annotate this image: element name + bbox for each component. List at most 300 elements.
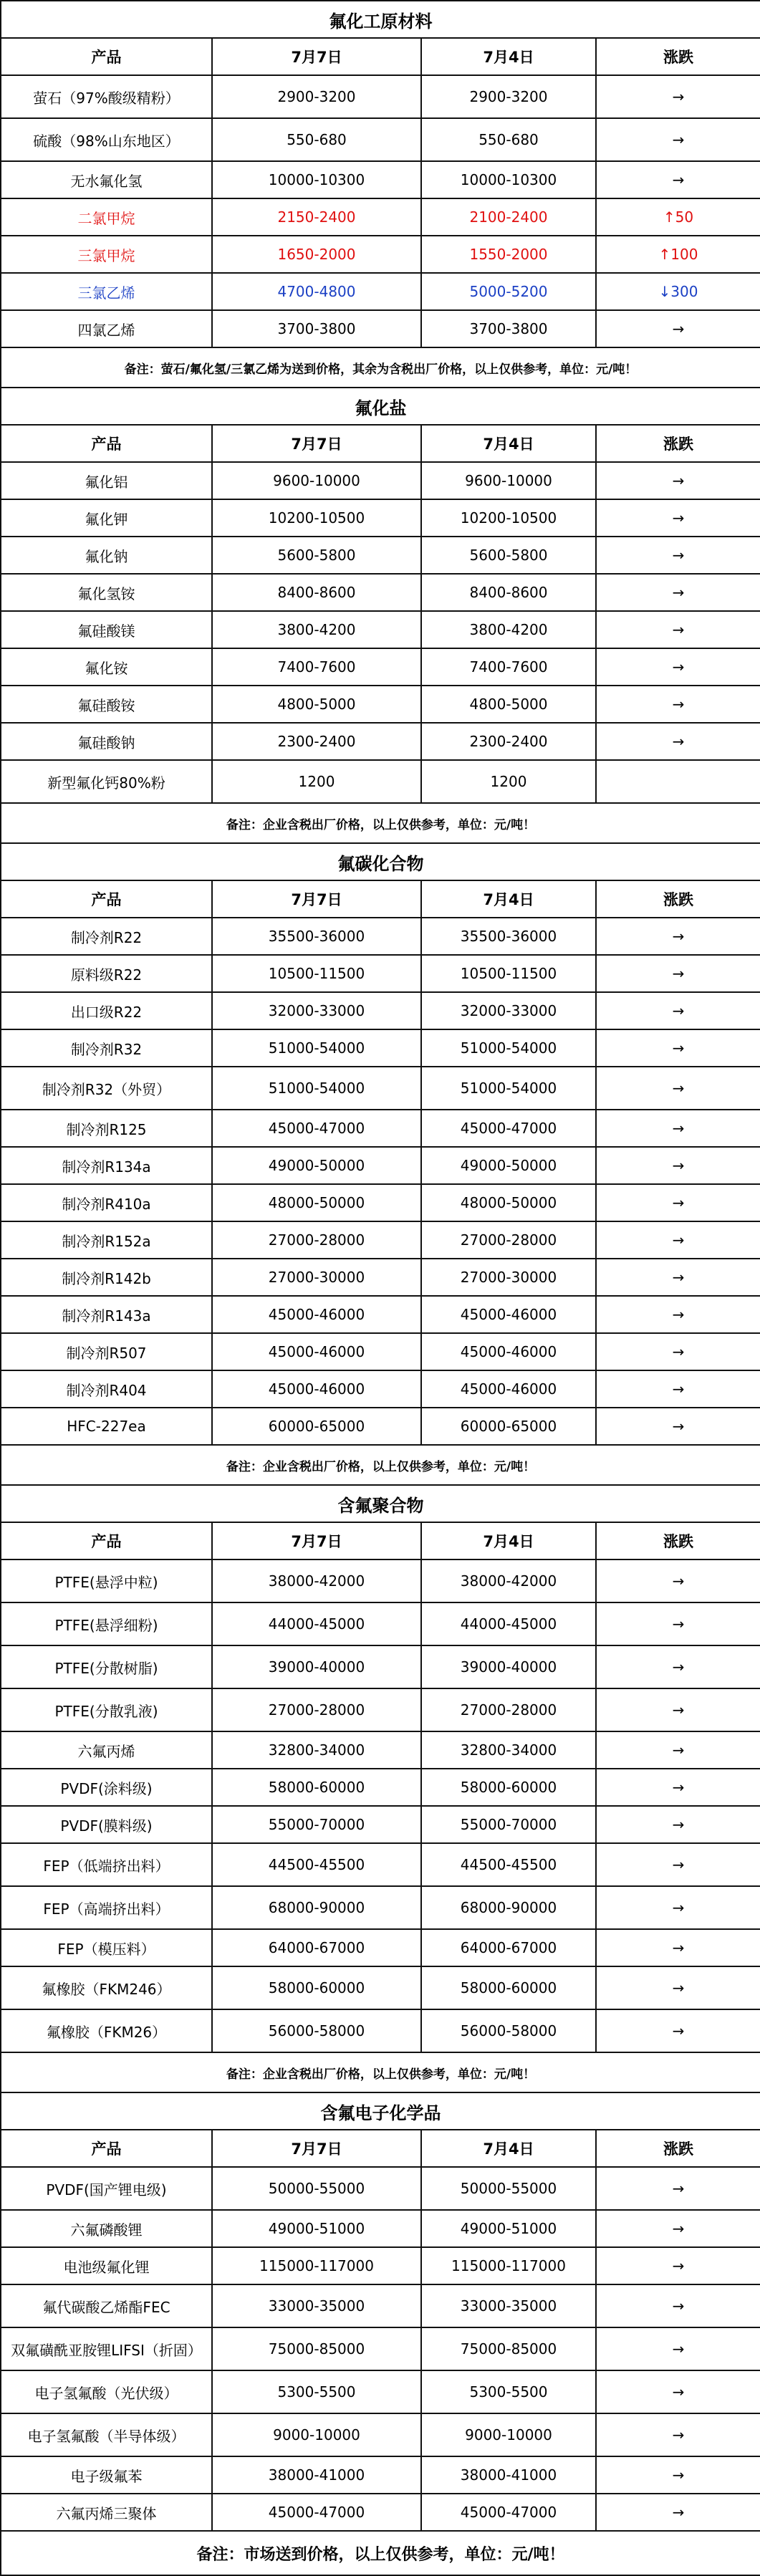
change-cell: → (596, 1886, 760, 1929)
header-row (1, 880, 760, 918)
product-cell: 硫酸（98%山东地区） (1, 118, 212, 161)
product-cell: 制冷剂R404 (1, 1370, 212, 1408)
header-change: 涨跌 (596, 2130, 760, 2167)
price-jul7-cell: 2150-2400 (212, 198, 421, 236)
section-note: 备注：企业含税出厂价格，以上仅供参考，单位：元/吨！ (1, 1445, 760, 1485)
price-jul4-cell: 5600-5800 (421, 537, 596, 574)
price-jul7-cell: 33000-35000 (212, 2284, 421, 2327)
change-cell: → (596, 1029, 760, 1067)
change-cell: → (596, 2370, 760, 2413)
product-cell: 电子氢氟酸（光伏级） (1, 2370, 212, 2413)
price-jul4-cell: 5300-5500 (421, 2370, 596, 2413)
change-cell: → (596, 1769, 760, 1806)
change-cell: → (596, 2210, 760, 2247)
product-cell: 出口级R22 (1, 992, 212, 1029)
change-cell: → (596, 2413, 760, 2456)
product-cell: 制冷剂R32（外贸） (1, 1067, 212, 1110)
price-jul4-cell: 44500-45500 (421, 1843, 596, 1886)
table-row (1, 2370, 760, 2413)
product-cell: 二氯甲烷 (1, 198, 212, 236)
table-row (1, 648, 760, 686)
table-row (1, 1147, 760, 1184)
table-row (1, 1929, 760, 1966)
table-row (1, 1067, 760, 1110)
table-row (1, 2210, 760, 2247)
product-cell: 氟硅酸铵 (1, 686, 212, 723)
price-jul7-cell: 35500-36000 (212, 918, 421, 955)
price-jul7-cell: 50000-55000 (212, 2167, 421, 2210)
price-jul7-cell: 39000-40000 (212, 1645, 421, 1688)
section-title-row (1, 2092, 760, 2130)
change-cell: → (596, 1221, 760, 1259)
change-cell: → (596, 1688, 760, 1731)
price-jul7-cell: 45000-46000 (212, 1370, 421, 1408)
price-jul4-cell: 50000-55000 (421, 2167, 596, 2210)
section-title: 含氟电子化学品 (1, 2092, 760, 2130)
product-cell: PTFE(悬浮中粒) (1, 1559, 212, 1602)
change-cell: → (596, 75, 760, 118)
price-table-body (1, 1, 760, 2575)
header-date-2: 7月4日 (421, 880, 596, 918)
price-jul4-cell: 3700-3800 (421, 310, 596, 347)
price-jul4-cell: 2100-2400 (421, 198, 596, 236)
table-row (1, 992, 760, 1029)
note-row (1, 347, 760, 388)
price-jul4-cell: 33000-35000 (421, 2284, 596, 2327)
change-cell: → (596, 574, 760, 611)
change-cell: → (596, 1929, 760, 1966)
change-cell: → (596, 1408, 760, 1445)
header-date-2: 7月4日 (421, 1522, 596, 1559)
price-jul4-cell: 48000-50000 (421, 1184, 596, 1221)
table-row (1, 537, 760, 574)
header-row (1, 38, 760, 75)
price-jul7-cell: 38000-41000 (212, 2456, 421, 2494)
table-row (1, 1259, 760, 1296)
product-cell: PTFE(分散乳液) (1, 1688, 212, 1731)
change-cell: → (596, 1843, 760, 1886)
price-jul4-cell: 58000-60000 (421, 1966, 596, 2009)
price-jul7-cell: 3800-4200 (212, 611, 421, 648)
header-change: 涨跌 (596, 38, 760, 75)
change-cell: → (596, 723, 760, 760)
change-cell: ↓300 (596, 273, 760, 310)
product-cell: 制冷剂R142b (1, 1259, 212, 1296)
product-cell: 制冷剂R507 (1, 1333, 212, 1370)
section-title-row (1, 843, 760, 880)
table-row (1, 918, 760, 955)
change-cell: → (596, 1147, 760, 1184)
table-row (1, 1221, 760, 1259)
price-jul4-cell: 4800-5000 (421, 686, 596, 723)
price-jul4-cell: 45000-47000 (421, 2494, 596, 2531)
change-cell: → (596, 537, 760, 574)
change-cell: → (596, 1559, 760, 1602)
section-note: 备注：企业含税出厂价格，以上仅供参考，单位：元/吨！ (1, 2052, 760, 2092)
note-row (1, 1445, 760, 1485)
header-date-1: 7月7日 (212, 425, 421, 462)
price-jul4-cell: 45000-46000 (421, 1370, 596, 1408)
table-row (1, 2456, 760, 2494)
price-jul7-cell: 32000-33000 (212, 992, 421, 1029)
product-cell: 制冷剂R134a (1, 1147, 212, 1184)
product-cell: 双氟磺酰亚胺锂LIFSI（折固） (1, 2327, 212, 2370)
price-jul7-cell: 4700-4800 (212, 273, 421, 310)
table-row (1, 273, 760, 310)
change-cell: → (596, 1645, 760, 1688)
table-row (1, 1333, 760, 1370)
price-jul7-cell: 60000-65000 (212, 1408, 421, 1445)
table-row (1, 1184, 760, 1221)
price-jul4-cell: 55000-70000 (421, 1806, 596, 1843)
section-title-row (1, 1485, 760, 1522)
price-jul7-cell: 5600-5800 (212, 537, 421, 574)
table-row (1, 1806, 760, 1843)
price-jul4-cell: 38000-42000 (421, 1559, 596, 1602)
price-jul4-cell: 8400-8600 (421, 574, 596, 611)
price-jul7-cell: 5300-5500 (212, 2370, 421, 2413)
change-cell: → (596, 2456, 760, 2494)
product-cell: 制冷剂R125 (1, 1110, 212, 1147)
change-cell: → (596, 1966, 760, 2009)
header-date-2: 7月4日 (421, 2130, 596, 2167)
price-jul4-cell: 64000-67000 (421, 1929, 596, 1966)
table-row (1, 1602, 760, 1645)
price-jul7-cell: 58000-60000 (212, 1966, 421, 2009)
product-cell: PVDF(涂料级) (1, 1769, 212, 1806)
price-jul7-cell: 115000-117000 (212, 2247, 421, 2284)
product-cell: 三氯甲烷 (1, 236, 212, 273)
table-row (1, 1688, 760, 1731)
price-jul4-cell: 7400-7600 (421, 648, 596, 686)
price-jul4-cell: 32000-33000 (421, 992, 596, 1029)
product-cell: 无水氟化氢 (1, 161, 212, 198)
product-cell: 新型氟化钙80%粉 (1, 760, 212, 803)
header-product: 产品 (1, 425, 212, 462)
header-product: 产品 (1, 2130, 212, 2167)
price-jul4-cell: 51000-54000 (421, 1067, 596, 1110)
section-note: 备注：萤石/氟化氢/三氯乙烯为送到价格，其余为含税出厂价格，以上仅供参考，单位：元/吨！ (1, 347, 760, 388)
change-cell: ↑100 (596, 236, 760, 273)
change-cell: → (596, 2494, 760, 2531)
table-row (1, 2413, 760, 2456)
price-jul7-cell: 32800-34000 (212, 1731, 421, 1769)
price-jul7-cell: 2900-3200 (212, 75, 421, 118)
price-jul7-cell: 7400-7600 (212, 648, 421, 686)
header-change: 涨跌 (596, 425, 760, 462)
table-row (1, 310, 760, 347)
price-jul7-cell: 4800-5000 (212, 686, 421, 723)
table-row (1, 760, 760, 803)
price-jul4-cell: 49000-51000 (421, 2210, 596, 2247)
product-cell: 氟代碳酸乙烯酯FEC (1, 2284, 212, 2327)
table-row (1, 1110, 760, 1147)
price-jul4-cell: 45000-47000 (421, 1110, 596, 1147)
change-cell: → (596, 955, 760, 992)
price-jul4-cell: 2300-2400 (421, 723, 596, 760)
price-jul7-cell: 10000-10300 (212, 161, 421, 198)
change-cell: → (596, 2167, 760, 2210)
header-change: 涨跌 (596, 1522, 760, 1559)
change-cell: → (596, 2247, 760, 2284)
price-jul4-cell: 35500-36000 (421, 918, 596, 955)
note-row (1, 2531, 760, 2575)
table-row (1, 2167, 760, 2210)
product-cell: 制冷剂R143a (1, 1296, 212, 1333)
price-jul4-cell: 68000-90000 (421, 1886, 596, 1929)
price-jul4-cell: 45000-46000 (421, 1296, 596, 1333)
table-row (1, 1296, 760, 1333)
price-jul7-cell: 51000-54000 (212, 1029, 421, 1067)
price-jul7-cell: 75000-85000 (212, 2327, 421, 2370)
price-jul7-cell: 27000-30000 (212, 1259, 421, 1296)
section-title-row (1, 388, 760, 425)
product-cell: 电子级氟苯 (1, 2456, 212, 2494)
price-jul4-cell: 3800-4200 (421, 611, 596, 648)
section-title-row (1, 1, 760, 38)
table-row (1, 236, 760, 273)
price-jul7-cell: 49000-50000 (212, 1147, 421, 1184)
product-cell: PVDF(国产锂电级) (1, 2167, 212, 2210)
price-jul4-cell: 38000-41000 (421, 2456, 596, 2494)
table-row (1, 1769, 760, 1806)
price-jul4-cell: 5000-5200 (421, 273, 596, 310)
section-note: 备注：市场送到价格，以上仅供参考，单位：元/吨！ (1, 2531, 760, 2575)
header-date-1: 7月7日 (212, 2130, 421, 2167)
change-cell: → (596, 918, 760, 955)
change-cell: → (596, 1731, 760, 1769)
change-cell: → (596, 1602, 760, 1645)
product-cell: 氟硅酸钠 (1, 723, 212, 760)
price-jul7-cell: 44500-45500 (212, 1843, 421, 1886)
price-jul4-cell: 10000-10300 (421, 161, 596, 198)
note-row (1, 803, 760, 843)
change-cell: → (596, 1296, 760, 1333)
product-cell: FEP（低端挤出料） (1, 1843, 212, 1886)
change-cell: → (596, 1333, 760, 1370)
price-jul4-cell: 27000-28000 (421, 1688, 596, 1731)
price-jul4-cell: 60000-65000 (421, 1408, 596, 1445)
price-jul7-cell: 9000-10000 (212, 2413, 421, 2456)
change-cell: → (596, 1806, 760, 1843)
table-row (1, 1886, 760, 1929)
header-row (1, 2130, 760, 2167)
table-row (1, 499, 760, 537)
price-jul7-cell: 10200-10500 (212, 499, 421, 537)
header-date-1: 7月7日 (212, 1522, 421, 1559)
price-jul7-cell: 38000-42000 (212, 1559, 421, 1602)
price-jul7-cell: 9600-10000 (212, 462, 421, 499)
price-jul7-cell: 68000-90000 (212, 1886, 421, 1929)
price-jul4-cell: 39000-40000 (421, 1645, 596, 1688)
product-cell: 三氯乙烯 (1, 273, 212, 310)
price-jul4-cell: 27000-28000 (421, 1221, 596, 1259)
price-jul4-cell: 9000-10000 (421, 2413, 596, 2456)
price-jul4-cell: 10500-11500 (421, 955, 596, 992)
product-cell: FEP（高端挤出料） (1, 1886, 212, 1929)
section-title: 氟化工原材料 (1, 1, 760, 38)
price-jul7-cell: 48000-50000 (212, 1184, 421, 1221)
product-cell: PVDF(膜料级) (1, 1806, 212, 1843)
change-cell: → (596, 992, 760, 1029)
price-jul4-cell: 2900-3200 (421, 75, 596, 118)
table-row (1, 1731, 760, 1769)
price-jul7-cell: 3700-3800 (212, 310, 421, 347)
price-jul4-cell: 9600-10000 (421, 462, 596, 499)
header-row (1, 1522, 760, 1559)
price-jul4-cell: 56000-58000 (421, 2009, 596, 2052)
table-row (1, 686, 760, 723)
product-cell: 氟橡胶（FKM246） (1, 1966, 212, 2009)
price-jul7-cell: 45000-46000 (212, 1296, 421, 1333)
product-cell: 制冷剂R32 (1, 1029, 212, 1067)
table-row (1, 1559, 760, 1602)
change-cell: → (596, 310, 760, 347)
table-row (1, 118, 760, 161)
product-cell: 氟化氢铵 (1, 574, 212, 611)
product-cell: PTFE(分散树脂) (1, 1645, 212, 1688)
price-jul7-cell: 2300-2400 (212, 723, 421, 760)
table-row (1, 2009, 760, 2052)
section-note: 备注：企业含税出厂价格，以上仅供参考，单位：元/吨！ (1, 803, 760, 843)
change-cell (596, 760, 760, 803)
change-cell: → (596, 1259, 760, 1296)
change-cell: → (596, 611, 760, 648)
change-cell: → (596, 648, 760, 686)
header-date-1: 7月7日 (212, 38, 421, 75)
product-cell: 电子氢氟酸（半导体级） (1, 2413, 212, 2456)
change-cell: → (596, 686, 760, 723)
price-jul4-cell: 550-680 (421, 118, 596, 161)
table-row (1, 462, 760, 499)
price-jul7-cell: 10500-11500 (212, 955, 421, 992)
header-date-1: 7月7日 (212, 880, 421, 918)
section-title: 氟碳化合物 (1, 843, 760, 880)
price-jul7-cell: 45000-47000 (212, 2494, 421, 2531)
section-title: 含氟聚合物 (1, 1485, 760, 1522)
header-date-2: 7月4日 (421, 38, 596, 75)
change-cell: → (596, 1370, 760, 1408)
product-cell: 电池级氟化锂 (1, 2247, 212, 2284)
header-date-2: 7月4日 (421, 425, 596, 462)
price-jul7-cell: 49000-51000 (212, 2210, 421, 2247)
product-cell: 六氟丙烯 (1, 1731, 212, 1769)
table-row (1, 2284, 760, 2327)
change-cell: → (596, 1067, 760, 1110)
product-cell: PTFE(悬浮细粉) (1, 1602, 212, 1645)
table-row (1, 2247, 760, 2284)
product-cell: 氟橡胶（FKM26） (1, 2009, 212, 2052)
product-cell: 氟化铵 (1, 648, 212, 686)
price-jul7-cell: 58000-60000 (212, 1769, 421, 1806)
price-jul4-cell: 58000-60000 (421, 1769, 596, 1806)
price-jul7-cell: 27000-28000 (212, 1688, 421, 1731)
product-cell: 氟硅酸镁 (1, 611, 212, 648)
table-row (1, 1843, 760, 1886)
product-cell: 氟化钠 (1, 537, 212, 574)
table-row (1, 2494, 760, 2531)
header-product: 产品 (1, 1522, 212, 1559)
header-row (1, 425, 760, 462)
price-jul4-cell: 1550-2000 (421, 236, 596, 273)
price-jul4-cell: 44000-45000 (421, 1602, 596, 1645)
price-jul4-cell: 1200 (421, 760, 596, 803)
table-row (1, 1408, 760, 1445)
price-jul7-cell: 1200 (212, 760, 421, 803)
table-row (1, 75, 760, 118)
change-cell: → (596, 1184, 760, 1221)
price-jul7-cell: 45000-46000 (212, 1333, 421, 1370)
price-jul4-cell: 75000-85000 (421, 2327, 596, 2370)
product-cell: 六氟丙烯三聚体 (1, 2494, 212, 2531)
change-cell: → (596, 2284, 760, 2327)
price-jul7-cell: 550-680 (212, 118, 421, 161)
price-jul4-cell: 45000-46000 (421, 1333, 596, 1370)
change-cell: → (596, 2009, 760, 2052)
table-row (1, 1029, 760, 1067)
table-row (1, 955, 760, 992)
price-jul4-cell: 10200-10500 (421, 499, 596, 537)
table-row (1, 1645, 760, 1688)
price-jul4-cell: 32800-34000 (421, 1731, 596, 1769)
product-cell: 萤石（97%酸级精粉） (1, 75, 212, 118)
price-jul4-cell: 115000-117000 (421, 2247, 596, 2284)
table-row (1, 611, 760, 648)
table-row (1, 1370, 760, 1408)
product-cell: 原料级R22 (1, 955, 212, 992)
table-row (1, 161, 760, 198)
table-row (1, 574, 760, 611)
header-product: 产品 (1, 880, 212, 918)
price-jul4-cell: 27000-30000 (421, 1259, 596, 1296)
product-cell: FEP（模压料） (1, 1929, 212, 1966)
table-row (1, 198, 760, 236)
price-jul7-cell: 44000-45000 (212, 1602, 421, 1645)
change-cell: → (596, 118, 760, 161)
table-row (1, 723, 760, 760)
price-jul4-cell: 51000-54000 (421, 1029, 596, 1067)
price-jul4-cell: 49000-50000 (421, 1147, 596, 1184)
header-product: 产品 (1, 38, 212, 75)
price-jul7-cell: 51000-54000 (212, 1067, 421, 1110)
product-cell: 制冷剂R22 (1, 918, 212, 955)
product-cell: 四氯乙烯 (1, 310, 212, 347)
header-change: 涨跌 (596, 880, 760, 918)
change-cell: → (596, 2327, 760, 2370)
product-cell: 氟化钾 (1, 499, 212, 537)
price-jul7-cell: 45000-47000 (212, 1110, 421, 1147)
change-cell: ↑50 (596, 198, 760, 236)
price-jul7-cell: 8400-8600 (212, 574, 421, 611)
change-cell: → (596, 161, 760, 198)
product-cell: 氟化铝 (1, 462, 212, 499)
change-cell: → (596, 499, 760, 537)
product-cell: 制冷剂R152a (1, 1221, 212, 1259)
price-jul7-cell: 56000-58000 (212, 2009, 421, 2052)
table-row (1, 1966, 760, 2009)
product-cell: HFC-227ea (1, 1408, 212, 1445)
product-cell: 六氟磷酸锂 (1, 2210, 212, 2247)
note-row (1, 2052, 760, 2092)
price-jul7-cell: 55000-70000 (212, 1806, 421, 1843)
price-jul7-cell: 27000-28000 (212, 1221, 421, 1259)
product-cell: 制冷剂R410a (1, 1184, 212, 1221)
change-cell: → (596, 462, 760, 499)
table-row (1, 2327, 760, 2370)
section-title: 氟化盐 (1, 388, 760, 425)
price-jul7-cell: 64000-67000 (212, 1929, 421, 1966)
price-jul7-cell: 1650-2000 (212, 236, 421, 273)
